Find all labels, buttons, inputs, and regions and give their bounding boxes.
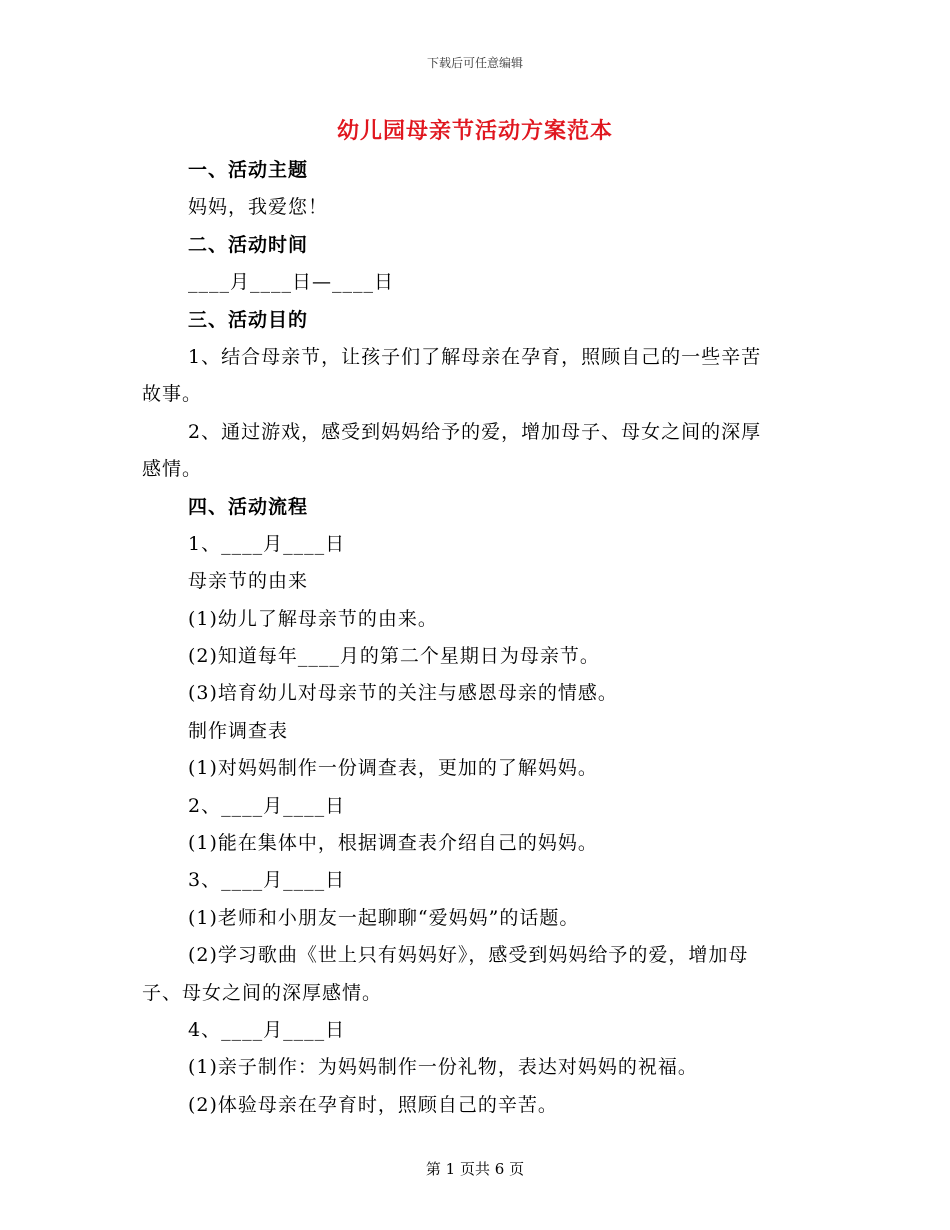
paragraph-line: 制作调查表 — [188, 719, 289, 742]
paragraph-line: (1)对妈妈制作一份调查表，更加的了解妈妈。 — [188, 757, 598, 780]
paragraph-line: 2、通过游戏，感受到妈妈给予的爱，增加母子、母女之间的深厚 — [188, 420, 762, 443]
paragraph-line: 1、结合母亲节，让孩子们了解母亲在孕育，照顾自己的一些辛苦 — [188, 345, 762, 368]
paragraph-line: 妈妈，我爱您！ — [188, 196, 329, 219]
paragraph-line: 2、____月____日 — [188, 794, 346, 817]
document-body — [142, 152, 808, 1124]
paragraph-line: 1、____月____日 — [188, 532, 346, 555]
paragraph-line: 母亲节的由来 — [188, 570, 309, 593]
section-heading: 二、活动时间 — [188, 233, 309, 256]
paragraph-line: (1)能在集体中，根据调查表介绍自己的妈妈。 — [188, 832, 598, 855]
paragraph-line: ____月____日—____日 — [188, 271, 395, 294]
paragraph-line: (1)亲子制作：为妈妈制作一份礼物，表达对妈妈的祝福。 — [188, 1056, 698, 1079]
paragraph-line: (2)体验母亲在孕育时，照顾自己的辛苦。 — [188, 1093, 558, 1116]
paragraph-line: 故事。 — [142, 383, 203, 406]
paragraph-line: 4、____月____日 — [188, 1018, 346, 1041]
paragraph-line: 子、母女之间的深厚感情。 — [142, 981, 383, 1004]
paragraph-line: (2)学习歌曲《世上只有妈妈好》，感受到妈妈给予的爱，增加母 — [188, 944, 749, 967]
document-title: 幼儿园母亲节活动方案范本 — [336, 118, 613, 144]
paragraph-line: (1)老师和小朋友一起聊聊“爱妈妈”的话题。 — [188, 906, 580, 929]
header-note: 下载后可任意编辑 — [426, 56, 523, 70]
section-heading: 一、活动主题 — [188, 159, 309, 181]
paragraph-line: (2)知道每年____月的第二个星期日为母亲节。 — [188, 645, 600, 668]
paragraph-line: 3、____月____日 — [188, 869, 346, 892]
paragraph-line: (3)培育幼儿对母亲节的关注与感恩母亲的情感。 — [188, 682, 618, 705]
page-number: 第 1 页共 6 页 — [425, 1160, 525, 1178]
section-heading: 三、活动目的 — [188, 308, 309, 331]
paragraph-line: 感情。 — [142, 458, 203, 481]
paragraph-line: (1)幼儿了解母亲节的由来。 — [188, 607, 438, 630]
section-heading: 四、活动流程 — [188, 495, 309, 518]
